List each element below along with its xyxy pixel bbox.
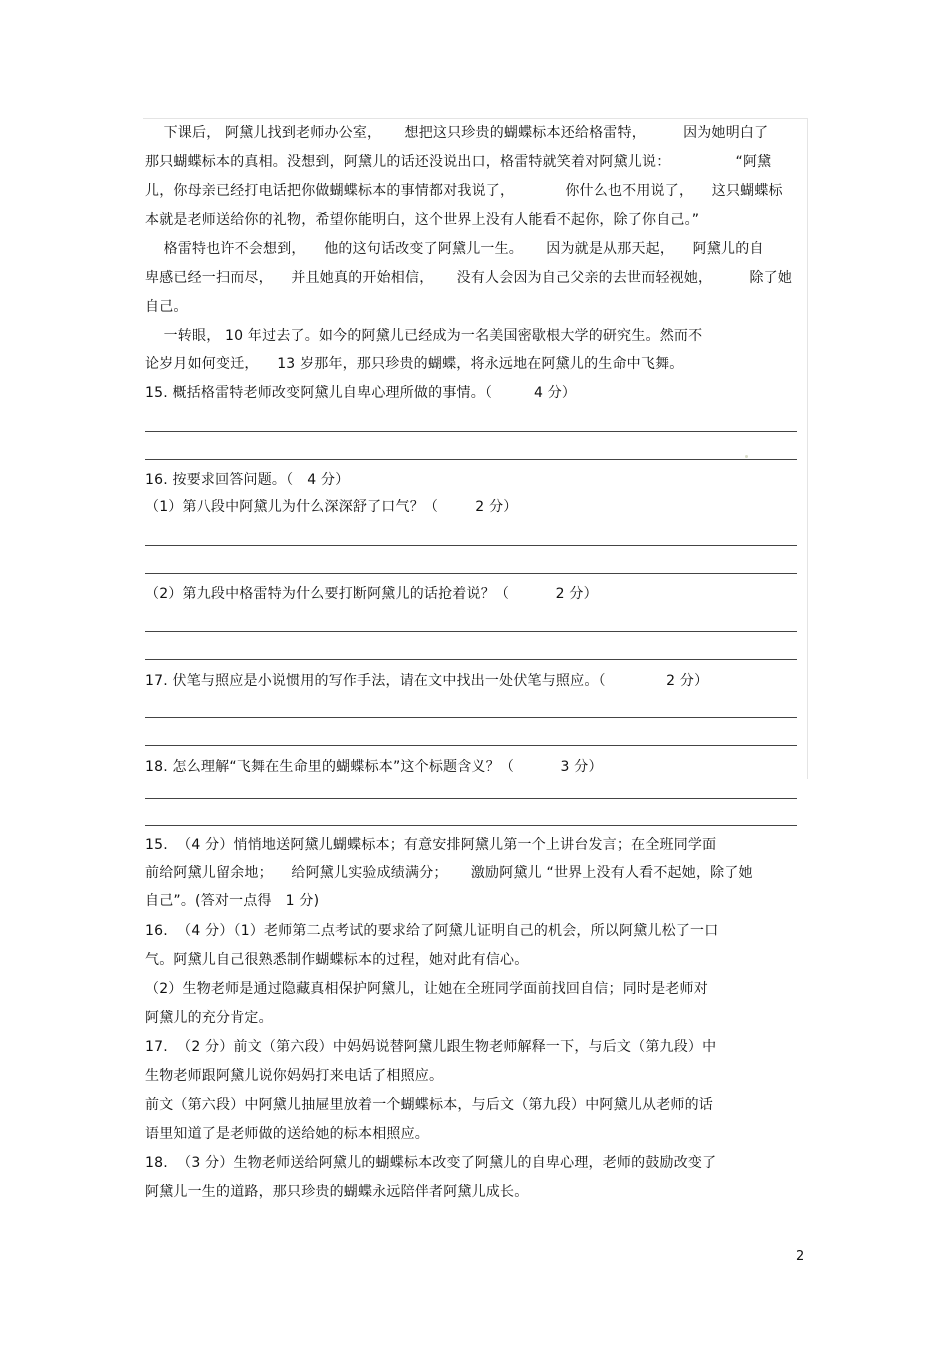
answer-text: 语里知道了是老师做的送给她的标本相照应。: [145, 1126, 429, 1142]
answer-text: 气。阿黛儿自己很熟悉制作蝴蝶标本的过程，她对此有信心。: [145, 952, 529, 968]
answer-line: [145, 659, 797, 660]
passage-line: 卑感已经一扫而尽， 并且她真的开始相信， 没有人会因为自己父亲的去世而轻视她， 除了她: [145, 270, 793, 286]
answer-line: [145, 431, 797, 432]
page-number: 2: [796, 1249, 805, 1264]
answer-text: 阿黛儿的充分肯定。: [145, 1010, 273, 1026]
question-17: 17. 伏笔与照应是小说惯用的写作手法，请在文中找出一处伏笔与照应。（ 2 分）: [145, 673, 709, 689]
question-16: 16. 按要求回答问题。（ 4 分）: [145, 472, 350, 488]
answer-text: 15. （4 分）悄悄地送阿黛儿蝴蝶标本；有意安排阿黛儿第一个上讲台发言；在全班同学面: [145, 837, 717, 853]
question-16-2: （2）第九段中格雷特为什么要打断阿黛儿的话抢着说？（ 2 分）: [145, 586, 598, 602]
question-16-1: （1）第八段中阿黛儿为什么深深舒了口气？（ 2 分）: [145, 499, 518, 515]
answer-line: [145, 745, 797, 746]
question-15: 15. 概括格雷特老师改变阿黛儿自卑心理所做的事情。（ 4 分）: [145, 385, 577, 401]
answer-text: 前文（第六段）中阿黛儿抽屉里放着一个蝴蝶标本，与后文（第九段）中阿黛儿从老师的话: [145, 1097, 713, 1113]
passage-line: 下课后， 阿黛儿找到老师办公室， 想把这只珍贵的蝴蝶标本还给格雷特， 因为她明白了: [145, 125, 769, 141]
answer-text: （2）生物老师是通过隐藏真相保护阿黛儿，让她在全班同学面前找回自信；同时是老师对: [145, 981, 708, 997]
passage-line: 本就是老师送给你的礼物，希望你能明白，这个世界上没有人能看不起你，除了你自己。”: [145, 212, 700, 228]
answer-text: 17. （2 分）前文（第六段）中妈妈说替阿黛儿跟生物老师解释一下，与后文（第九段）中: [145, 1039, 717, 1055]
scan-speck: [745, 455, 748, 458]
answer-text: 前给阿黛儿留余地； 给阿黛儿实验成绩满分； 激励阿黛儿 “世界上没有人看不起她，除了她: [145, 865, 753, 881]
passage-line: 格雷特也许不会想到， 他的这句话改变了阿黛儿一生。 因为就是从那天起， 阿黛儿的自: [145, 241, 764, 257]
passage-line: 论岁月如何变迁， 13 岁那年，那只珍贵的蝴蝶，将永远地在阿黛儿的生命中飞舞。: [145, 356, 684, 372]
passage-line: 那只蝴蝶标本的真相。没想到，阿黛儿的话还没说出口，格雷特就笑着对阿黛儿说： “阿黛: [145, 154, 772, 170]
answer-text: 自己”。(答对一点得 1 分): [145, 893, 320, 909]
passage-line: 自己。: [145, 299, 188, 315]
answer-line: [145, 798, 797, 799]
answer-line: [145, 717, 797, 718]
passage-line: 一转眼， 10 年过去了。如今的阿黛儿已经成为一名美国密歇根大学的研究生。然而不: [145, 328, 703, 344]
answer-line: [145, 459, 797, 460]
answer-line: [145, 631, 797, 632]
answer-line: [145, 825, 797, 826]
answer-text: 阿黛儿一生的道路，那只珍贵的蝴蝶永远陪伴者阿黛儿成长。: [145, 1184, 529, 1200]
answer-text: 生物老师跟阿黛儿说你妈妈打来电话了相照应。: [145, 1068, 444, 1084]
answer-text: 18. （3 分）生物老师送给阿黛儿的蝴蝶标本改变了阿黛儿的自卑心理，老师的鼓励改变了: [145, 1155, 717, 1171]
answer-line: [145, 573, 797, 574]
answer-line: [145, 545, 797, 546]
answer-text: 16. （4 分）（1）老师第二点考试的要求给了阿黛儿证明自己的机会，所以阿黛儿松了一口: [145, 923, 719, 939]
question-18: 18. 怎么理解“飞舞在生命里的蝴蝶标本”这个标题含义？（ 3 分）: [145, 759, 603, 775]
passage-line: 儿，你母亲已经打电话把你做蝴蝶标本的事情都对我说了， 你什么也不用说了， 这只蝴蝶标: [145, 183, 783, 199]
